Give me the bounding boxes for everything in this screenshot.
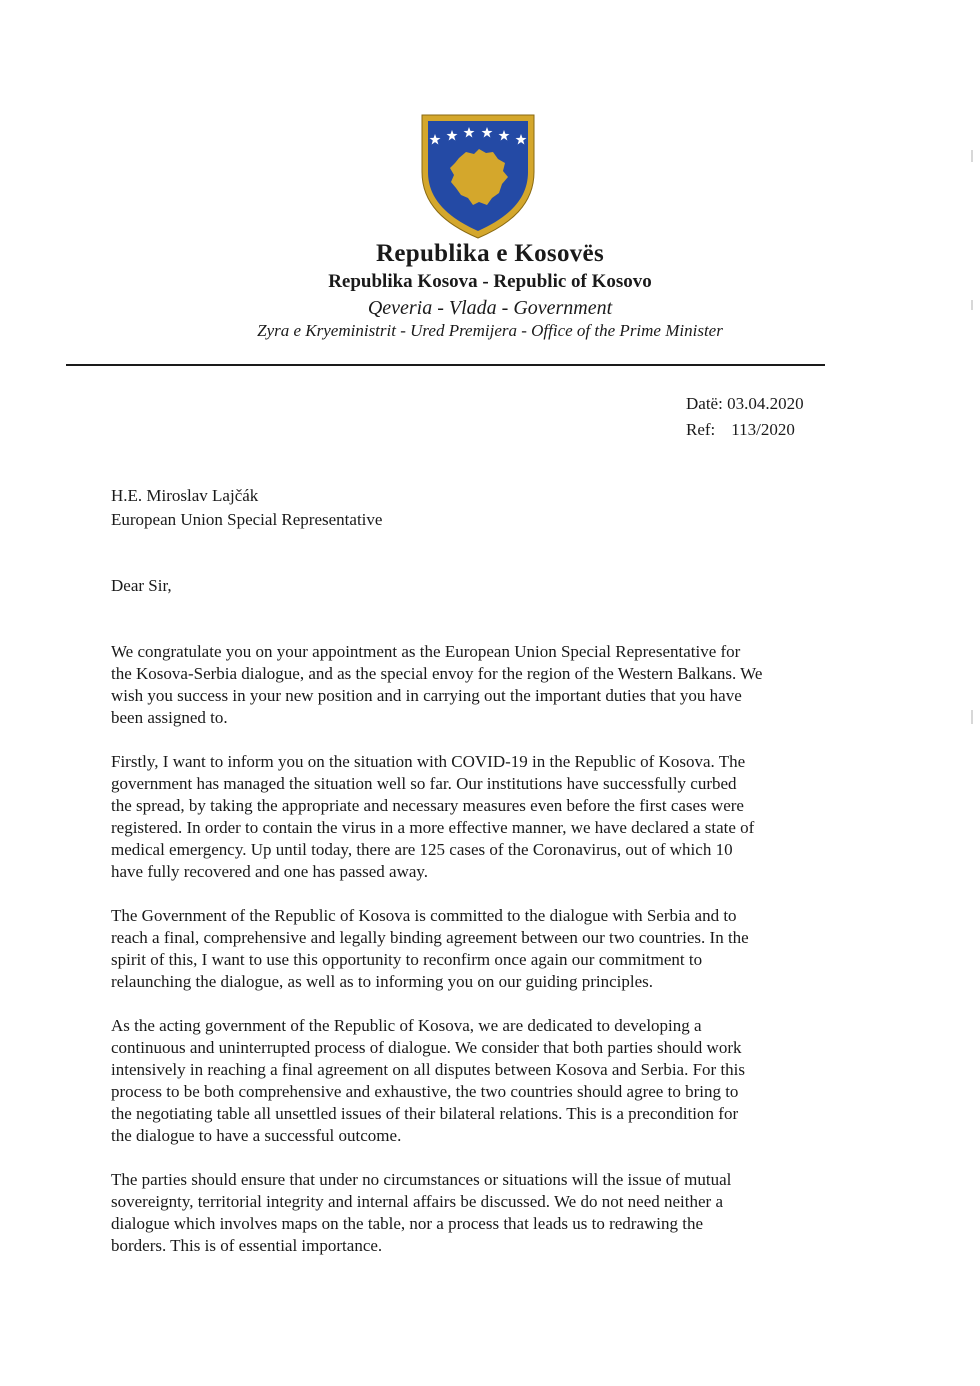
scan-edge-mark xyxy=(971,710,973,724)
paragraph-line: relaunching the dialogue, as well as to informing you on our guiding principles. xyxy=(111,972,653,991)
paragraph-dialogue-process xyxy=(111,1015,745,1147)
letterhead-government: Qeveria - Vlada - Government xyxy=(367,297,613,319)
paragraph-congratulations xyxy=(111,641,762,729)
date-value: 03.04.2020 xyxy=(727,394,804,413)
recipient-name: H.E. Miroslav Lajčák xyxy=(111,486,259,505)
paragraph-line: the negotiating table all unsettled issues of their bilateral relations. This is a precondition for xyxy=(111,1104,739,1123)
paragraph-line: The parties should ensure that under no circumstances or situations will the issue of mutual xyxy=(111,1170,732,1189)
paragraph-covid-situation xyxy=(111,751,754,883)
paragraph-line: Firstly, I want to inform you on the situation with COVID-19 in the Republic of Kosova. The xyxy=(111,752,746,771)
ref-line xyxy=(686,420,795,440)
paragraph-sovereignty xyxy=(111,1169,731,1257)
paragraph-line: have fully recovered and one has passed away. xyxy=(111,862,429,881)
scan-edge-mark xyxy=(971,300,973,310)
paragraph-line: dialogue which involves maps on the table, nor a process that leads us to redrawing the xyxy=(111,1214,704,1233)
kosovo-coat-of-arms-icon xyxy=(419,112,537,240)
paragraph-line: medical emergency. Up until today, there are 125 cases of the Coronavirus, out of which 10 xyxy=(111,840,733,859)
letterhead-republic-serbian-english: Republika Kosova - Republic of Kosovo xyxy=(328,271,652,292)
paragraph-line: borders. This is of essential importance. xyxy=(111,1236,383,1255)
paragraph-line: As the acting government of the Republic of Kosova, we are dedicated to developing a xyxy=(111,1016,702,1035)
paragraph-line: the spread, by taking the appropriate and necessary measures even before the first cases were xyxy=(111,796,744,815)
ref-label: Ref: xyxy=(686,420,716,439)
date-line xyxy=(686,394,804,414)
letterhead-office: Zyra e Kryeministrit - Ured Premijera - Office of the Prime Minister xyxy=(257,321,723,340)
paragraph-line: been assigned to. xyxy=(111,708,228,727)
paragraph-line: continuous and uninterrupted process of dialogue. We consider that both parties should work xyxy=(111,1038,742,1057)
paragraph-line: registered. In order to contain the virus in a more effective manner, we have declared a state of xyxy=(111,818,755,837)
paragraph-line: reach a final, comprehensive and legally binding agreement between our two countries. In the xyxy=(111,928,749,947)
paragraph-dialogue-commitment xyxy=(111,905,749,993)
paragraph-line: the dialogue to have a successful outcome. xyxy=(111,1126,402,1145)
recipient-title: European Union Special Representative xyxy=(111,510,383,529)
letterhead-republic-albanian: Republika e Kosovës xyxy=(376,240,604,267)
salutation: Dear Sir, xyxy=(111,576,172,595)
paragraph-line: spirit of this, I want to use this opportunity to reconfirm once again our commitment to xyxy=(111,950,703,969)
paragraph-line: wish you success in your new position and in carrying out the important duties that you have xyxy=(111,686,742,705)
scan-edge-mark xyxy=(971,150,973,162)
date-label: Datë: xyxy=(686,394,723,413)
paragraph-line: We congratulate you on your appointment as the European Union Special Representative for xyxy=(111,642,741,661)
paragraph-line: government has managed the situation well so far. Our institutions have successfully curbed xyxy=(111,774,737,793)
letterhead-divider xyxy=(66,364,825,366)
paragraph-line: The Government of the Republic of Kosova is committed to the dialogue with Serbia and to xyxy=(111,906,737,925)
paragraph-line: intensively in reaching a final agreement on all disputes between Kosova and Serbia. For this xyxy=(111,1060,746,1079)
ref-value: 113/2020 xyxy=(731,420,795,439)
paragraph-line: process to be both comprehensive and exhaustive, the two countries should agree to bring to xyxy=(111,1082,739,1101)
paragraph-line: the Kosova-Serbia dialogue, and as the special envoy for the region of the Western Balkans. We xyxy=(111,664,763,683)
paragraph-line: sovereignty, territorial integrity and internal affairs be discussed. We do not need neither a xyxy=(111,1192,724,1211)
